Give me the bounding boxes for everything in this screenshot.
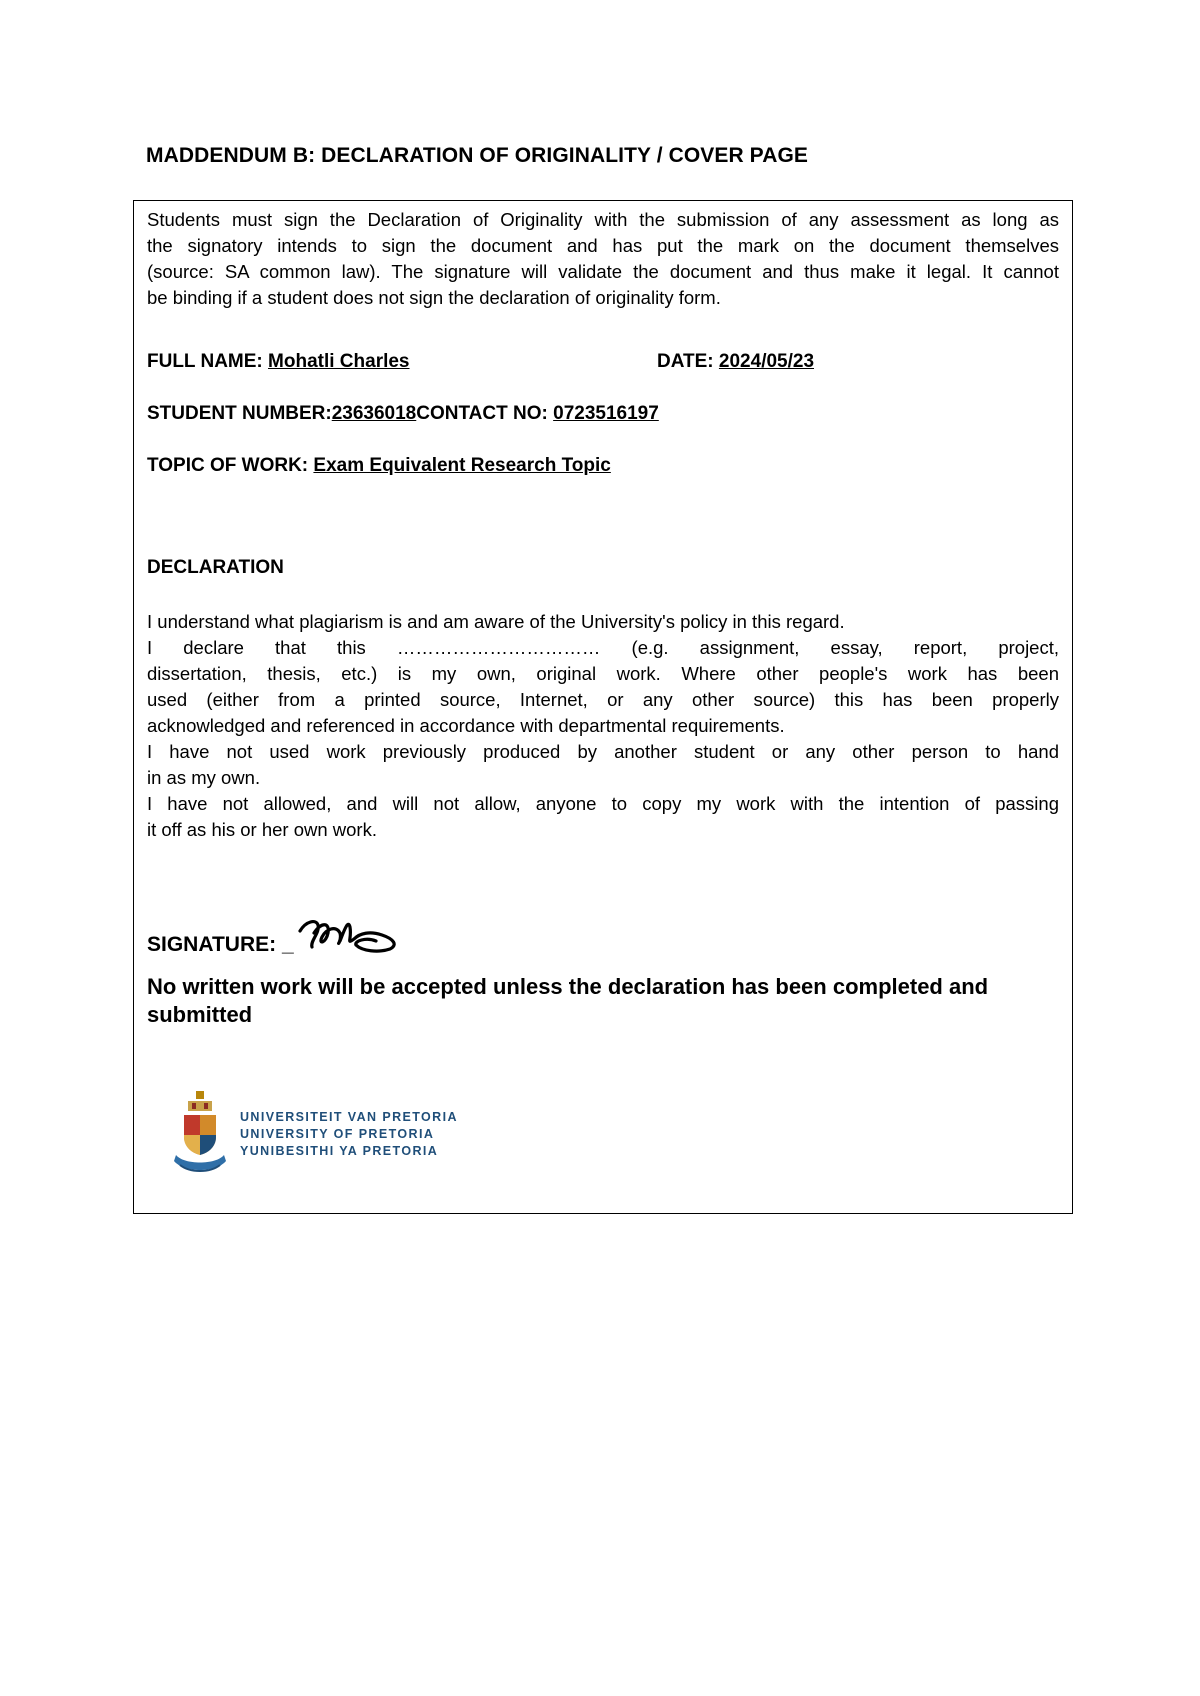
university-name-english: UNIVERSITY OF PRETORIA (240, 1126, 435, 1141)
student-number-value: 23636018 (331, 403, 417, 424)
intro-line: the signatory intends to sign the document and has put the mark on the document themselves (147, 235, 1059, 256)
university-name-sepedi: YUNIBESITHI YA PRETORIA (240, 1143, 439, 1158)
declaration-line: in as my own. (147, 767, 261, 788)
full-name-value: Mohatli Charles (268, 351, 410, 372)
contact-label: CONTACT NO: (416, 403, 548, 424)
intro-line: be binding if a student does not sign the declaration of originality form. (147, 287, 721, 308)
declaration-title: DECLARATION (147, 557, 284, 578)
student-number-field (147, 403, 659, 425)
contact-value: 0723516197 (553, 403, 659, 424)
declaration-line: I understand what plagiarism is and am aware of the University's policy in this regard. (147, 611, 845, 632)
declaration-line: I declare that this …………………………… (e.g. assignment, essay, report, project, (147, 637, 1059, 658)
topic-label: TOPIC OF WORK: (147, 455, 309, 476)
topic-field (147, 455, 611, 477)
submission-warning: No written work will be accepted unless the declaration has been completed and submitted (147, 974, 989, 1027)
university-logo (170, 1089, 458, 1179)
declaration-line: acknowledged and referenced in accordance with departmental requirements. (147, 715, 785, 736)
date-value: 2024/05/23 (718, 351, 815, 372)
date-field (657, 351, 814, 373)
intro-line: Students must sign the Declaration of Originality with the submission of any assessment as long as (147, 209, 1059, 230)
declaration-line: I have not used work previously produced by another student or any other person to hand (147, 741, 1059, 762)
topic-value: Exam Equivalent Research Topic (313, 455, 611, 476)
full-name-field (147, 351, 410, 373)
university-name-afrikaans: UNIVERSITEIT VAN PRETORIA (240, 1109, 458, 1124)
declaration-paragraph (147, 609, 1059, 843)
university-names (240, 1109, 458, 1160)
declaration-line: I have not allowed, and will not allow, anyone to copy my work with the intention of passing (147, 793, 1059, 814)
declaration-form-box (133, 200, 1073, 1214)
intro-paragraph (147, 207, 1059, 311)
page-heading: MADDENDUM B: DECLARATION OF ORIGINALITY / COVER PAGE (146, 144, 809, 167)
declaration-line: used (either from a printed source, Internet, or any other source) this has been properly (147, 689, 1059, 710)
university-crest-icon (170, 1089, 230, 1179)
declaration-line: it off as his or her own work. (147, 819, 377, 840)
student-number-label: STUDENT NUMBER: (147, 403, 332, 424)
date-label: DATE: (657, 351, 714, 372)
signature-row (147, 911, 406, 957)
intro-line: (source: SA common law). The signature will validate the document and thus make it legal. It cannot (147, 261, 1059, 282)
declaration-line: dissertation, thesis, etc.) is my own, original work. Where other people's work has been (147, 663, 1059, 684)
signature-scribble (296, 911, 406, 957)
signature-label: SIGNATURE: _ (147, 933, 294, 956)
full-name-label: FULL NAME: (147, 351, 263, 372)
